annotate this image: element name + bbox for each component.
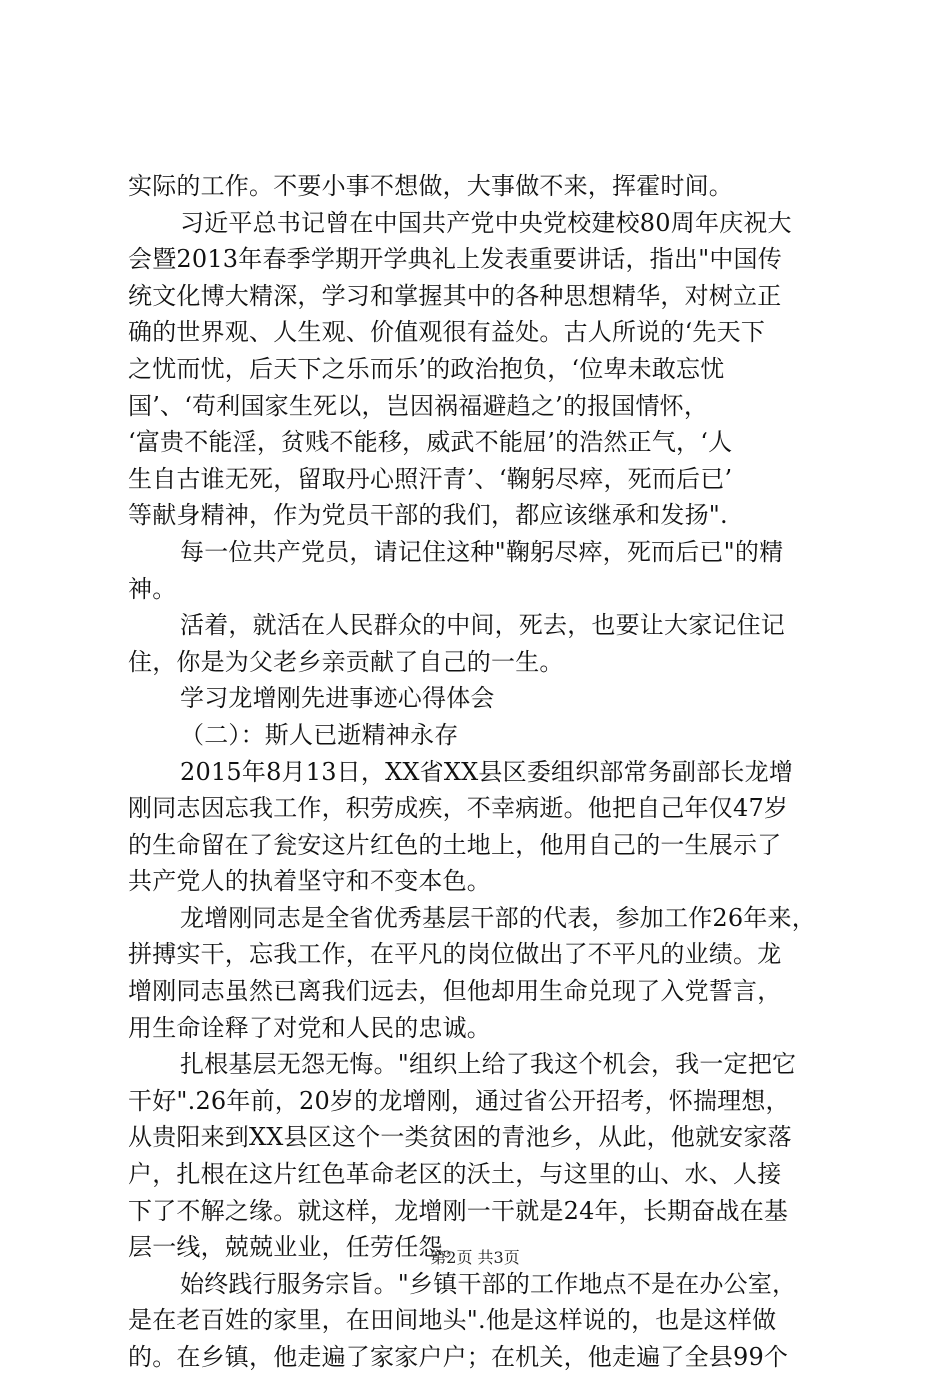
- text-line: 学习龙增刚先进事迹心得体会: [180, 684, 495, 713]
- text-line: 之忧而忧，后天下之乐而乐’的政治抱负，‘位卑未敢忘忧: [128, 354, 725, 383]
- text-line: 实际的工作。不要小事不想做，大事做不来，挥霍时间。: [128, 172, 733, 200]
- text-line: 扎根基层无怨无悔。"组织上给了我这个机会，我一定把它: [180, 1050, 797, 1079]
- text-line: 2015年8月13日，XX省XX县区委组织部常务副部长龙增: [180, 757, 794, 786]
- text-line: 等献身精神，作为党员干部的我们，都应该继承和发扬".: [128, 501, 728, 530]
- text-line: （二）：斯人已逝精神永存: [180, 720, 459, 749]
- text-line: 每一位共产党员，请记住这种"鞠躬尽瘁，死而后已"的精: [180, 537, 784, 566]
- text-line: 的生命留在了瓮安这片红色的土地上，他用自己的一生展示了: [128, 830, 782, 859]
- text-line: 统文化博大精深，学习和掌握其中的各种思想精华，对树立正: [128, 281, 782, 310]
- text-line: 龙增刚同志是全省优秀基层干部的代表，参加工作26年来，: [180, 903, 816, 932]
- page-footer: 第2页 共3页: [430, 1248, 520, 1267]
- text-line: 刚同志因忘我工作，积劳成疾，不幸病逝。他把自己年仅47岁: [128, 794, 789, 823]
- text-line: 会暨2013年春季学期开学典礼上发表重要讲话，指出"中国传: [128, 245, 782, 274]
- text-line: 始终践行服务宗旨。"乡镇干部的工作地点不是在办公室，: [180, 1269, 797, 1298]
- text-line: ‘富贵不能淫，贫贱不能移，威武不能屈’的浩然正气，‘人: [128, 428, 733, 457]
- text-line: 是在老百姓的家里，在田间地头".他是这样说的，也是这样做: [128, 1306, 777, 1335]
- text-line: 干好".26年前，20岁的龙增刚，通过省公开招考，怀揣理想，: [128, 1086, 790, 1115]
- text-line: 用生命诠释了对党和人民的忠诚。: [128, 1013, 491, 1042]
- text-line: 国’、‘苟利国家生死以，岂因祸福避趋之’的报国情怀，: [128, 391, 709, 420]
- text-line: 的。在乡镇，他走遍了家家户户；在机关，他走遍了全县99个: [128, 1343, 789, 1371]
- text-line: 增刚同志虽然已离我们远去，但他却用生命兑现了入党誓言，: [128, 977, 782, 1006]
- text-line: 户，扎根在这片红色革命老区的沃土，与这里的山、水、人接: [128, 1160, 782, 1189]
- document-body: [128, 168, 838, 1376]
- text-line: 习近平总书记曾在中国共产党中央党校建校80周年庆祝大: [180, 208, 792, 237]
- text-line: 拼搏实干，忘我工作，在平凡的岗位做出了不平凡的业绩。龙: [128, 940, 782, 969]
- text-line: 共产党人的执着坚守和不变本色。: [128, 867, 491, 896]
- text-line: 活着，就活在人民群众的中间，死去，也要让大家记住记: [180, 611, 785, 640]
- text-line: 下了不解之缘。就这样，龙增刚一干就是24年，长期奋战在基: [128, 1196, 789, 1225]
- text-line: 从贵阳来到XX县区这个一类贫困的青池乡，从此，他就安家落: [128, 1123, 792, 1152]
- text-line: 神。: [128, 574, 177, 603]
- text-line: 生自古谁无死，留取丹心照汗青’、‘鞠躬尽瘁，死而后已’: [128, 464, 733, 493]
- text-line: 确的世界观、人生观、价值观很有益处。古人所说的‘先天下: [128, 318, 766, 347]
- text-line: 住，你是为父老乡亲贡献了自己的一生。: [128, 647, 564, 676]
- text-line: 层一线，兢兢业业，任劳任怨。: [128, 1233, 467, 1262]
